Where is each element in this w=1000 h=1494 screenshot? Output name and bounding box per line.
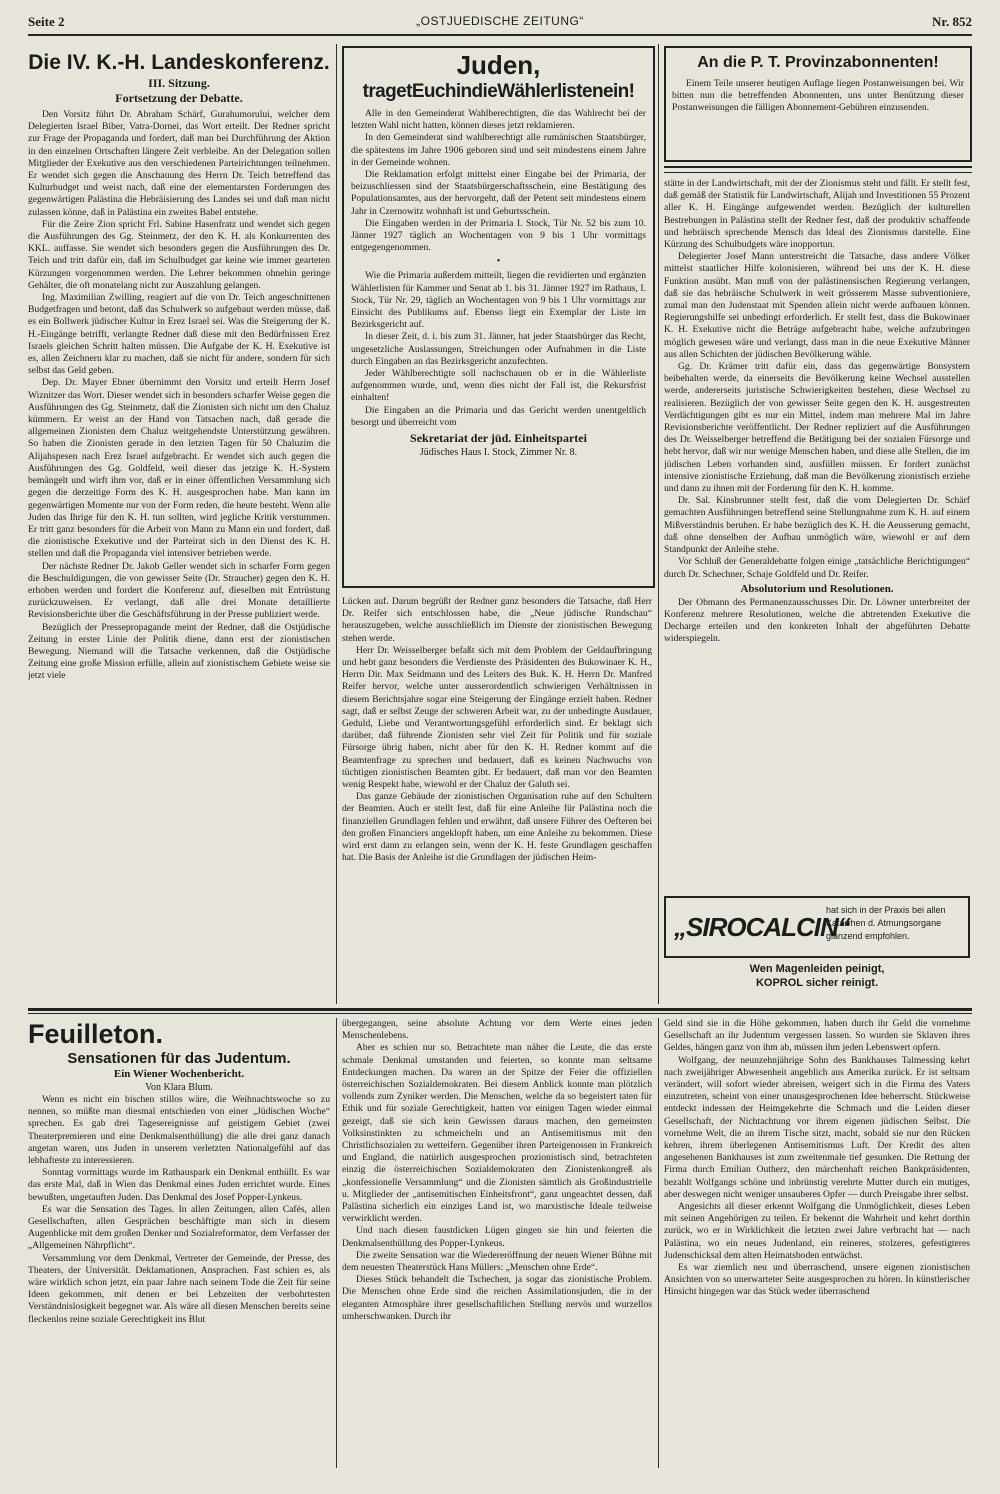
- paragraph: Herr Dr. Weisselberger befaßt sich mit dem Problem der Geldaufbringung und hebt ganz besonders die Verdienste des Präsidenten des Bukowinaer K. H., Herrn Dir. Max Seidmann und des Leiters des Buk. K. H. Herrn Dr. Manfred Reifer hervor, welche unter ausserordentlich schwierigen Verhältnissen in diesem Berichtsjahre sogar eine Steigerung der Eingänge erzielt haben. Redner sagt, daß er selbst Zeuge der schweren Arbeit war, zu der unbedingte Ausdauer, Geduld, Liebe und Verantwortungsgefühl erforderlich sind. Er beklagt sich darüber, daß führende Zionisten sehr viel Zeit für Politik und für soziale Fürsorge übrig haben, nicht aber für den K. H. Redner kommt auf die Beamtenfrage zu sprechen und bedauert, daß es keinen Nachwuchs von tüchtigen zionistischen Beamten gibt. Er bedauert, daß man vor den Beamten wenig Respekt habe, wiewohl er der Chaluz der Galuth sei.: [342, 644, 652, 791]
- ad-text: hat sich in der Praxis bei allen Katarrhen d. Atmungsorgane glänzend empfohlen.: [826, 905, 946, 941]
- paragraph: Die Reklamation erfolgt mittelst einer Eingabe bei der Primaria, der beizuschliessen sind der Staatsbürgerschaftsschein, eine Bestätigung des Populationsamtes, aus der hervorgeht, daß der Petent seit mindestens einem Jahr in Czernowitz wohnhaft ist und Geburtsschein.: [351, 169, 646, 217]
- paragraph: Delegierter Josef Mann unterstreicht die Tatsache, dass andere Völker mittelst staatlicher Hilfe kolonisieren, während bei uns der K. H. diese Funktion ausübt. Man muß von der palästinensischen Regierung verlangen, daß sie das hebräische Schulwerk in weit grösserem Masse subventioniere, zumal man den Judenstaat mit Spenden allein nicht werde aufbauen können. Regierungshilfe sei unbedingt erforderlich. Er stellt fest, dass die Bukowinaer K. H. Exekutive nicht die Beträge aufgebracht habe, welche aufzubringen möglich gewesen wäre und verlangt, dass man in die neue Exekutive Männer aus allen Schichten der jüdischen Bevölkerung wähle.: [664, 251, 970, 360]
- paragraph: Der nächste Redner Dr. Jakob Geller wendet sich in scharfer Form gegen die Beschuldigungen, die von gewisser Seite (Dr. Straucher) gegen den K. H. erhoben werden und fordert die Konferenz auf, dieselben mit Entrüstung zurückzuweisen. Er verlangt, daß alle drei Monate detaillierte Revisionsberichte über die Geschäftsführung in der Presse publiziert werde.: [28, 560, 330, 621]
- paragraph: Lücken auf. Darum begrüßt der Redner ganz besonders die Tatsache, daß Herr Dr. Reifer sich entschlossen habe, die „Neue jüdische Rundschau“ herauszugeben, welche ausschließlich im Dienste der zionistischen Bewegung stehen werde.: [342, 596, 652, 644]
- paragraph: Angesichts all dieser erkennt Wolfgang die Unmöglichkeit, dieses Leben mit seinen Angehörigen zu teilen. Er bekennt die Wahrheit und kehrt dorthin zurück, wo er in Wirklichkeit die letzten zwei Jahre verbracht hat — nach Palästina, wo ein neues Judenland, ein reineres, stolzeres, gefestigteres Judenschicksal dem alten Heimatsboden entwächst.: [664, 1201, 970, 1261]
- paragraph: Die Eingaben an die Primaria und das Gericht werden unentgeltlich besorgt und überreicht vom: [351, 404, 646, 428]
- paragraph: Geld sind sie in die Höhe gekommen, haben durch ihr Geld die vornehme Gesellschaft an ihr Judentum vergessen lassen. So wurden sie Sklaven ihres Geldes, hängen ganz von ihm ab, müssen ihm jeden Lebenswert opfern.: [664, 1018, 970, 1054]
- paragraph: Der Obmann des Permanenzausschusses Dir. Dr. Löwner unterbreitet der Konferenz mehrere Resolutionen, welche die abtretenden Exekutive die Decharge erteilen und den konkreten Inhalt der abgeführten Debatte widerspiegeln.: [664, 596, 970, 645]
- paragraph: Aber es schien nur so. Betrachtete man näher die Leute, die das erste schmale Denkmal umstanden und feierten, so konnte man seltsame Entdeckungen machen. Da waren an der Spitze der Feier die offiziellen österreichischen Sozialdemokraten. Bei diesem Anblick konnte man plötzlich vollends zum Zyniker werden. Die Menschen, welche da so begeistert taten für Ethik und für soziale Gerechtigkeit, hatten vor einigen Tagen wieder einmal gezeigt, daß sie sich kein Gewissen daraus machen, den gemeinsten Volksinstinkten zu schmeicheln und an Antisemitismus mit den Christlichsozialen zu wetteifern. Gegenüber ihren Parteigenossen in Frankreich und England, die natürlich ausgesprochen prozionistisch sind, betrachteten einzig die österreichischen Sozialdemokraten den Zionistenkongreß als „konfessionelle Versammlung“ und die Zionisten sämtlich als Großindustrielle u. Mitglieder der „antisemitischen Einheitsfront“, ganz ungeachtet dessen, daß Palästina sicherlich ein einziges Land ist, wo marxistische Ideale teilweise verwirklicht werden.: [342, 1042, 652, 1225]
- paragraph: Wenn es nicht ein bischen stillos wäre, die Weihnachtswoche so zu nennen, so müßte man diesmal entschieden von einer „Jüdischen Woche“ sprechen. Es gab drei Tagesereignisse auf geistigem Gebiet (zwei Theaterpremieren und eine Denkmalsenthüllung) die alle drei ganz danach angetan waren, uns Juden in unserem verletzten Nationalgefühl auf das lebhafteste zu interessieren.: [28, 1094, 330, 1167]
- paragraph: Für die Zeire Zion spricht Frl. Sabine Hasenfratz und wendet sich gegen die Ausführungen des Gg. Steinmetz, der den K. H. als Konkurrenten des KKL. auffasse. Sie wendet sich besonders gegen die Ausführungen des Dr. Teich und tritt dafür ein, daß im Schulbudget gar keine wie immer gearteten Kürzungen vorgenommen werden. Die Lehrer bekommen ohnehin geringe Gehälter, die oft monatelang nicht zur Auszahlung gelangen.: [28, 218, 330, 291]
- feuilleton-column-1: [28, 1018, 330, 1472]
- paragraph: Es war die Sensation des Tages. In allen Zeitungen, allen Cafés, allen Gesellschaften, allen Gesprächen beschäftigte man sich in diesem Augenblicke mit dem großen Denker und Sozialreformator, dem Verfasser der „Allgemeinen Nährpflicht“.: [28, 1203, 330, 1252]
- page-number: Seite 2: [28, 14, 65, 29]
- feuilleton-rule: [28, 1008, 972, 1011]
- paragraph: Die Eingaben werden in der Primaria I. Stock, Tür Nr. 52 bis zum 10. Jänner 1927 täglich an Wochentagen von 9 bis 1 Uhr vormittags entgegengenommen.: [351, 217, 646, 254]
- provinz-notice-box: [664, 46, 972, 162]
- feuilleton-title: Feuilleton.: [28, 1019, 163, 1049]
- ad-brand: „SIROCALCIN“: [674, 912, 850, 942]
- separator-dot: •: [496, 256, 501, 268]
- paragraph: Vor Schluß der Generaldebatte folgen einige „tatsächliche Berichtigungen“ durch Dr. Schechner, Schaje Goldfeld und Dr. Reifer.: [664, 556, 970, 580]
- column-divider: [658, 1018, 659, 1468]
- conference-continuation: [342, 596, 652, 1006]
- paragraph: Dr. Sal. Kinsbrunner stellt fest, daß die vom Delegierten Dr. Schärf gemachten Ausführungen betreffend seine Stellungnahme zum K. H. auf einem Mißverständnis beruhen. Er habe bezüglich des K. H. die Aeusserung gemacht, daß ohne denselben der Aufbau unmöglich wäre, wiewohl er auf dem Standpunkt der Anleihe stehe.: [664, 495, 970, 556]
- provinz-title: An die P. T. Provinzabonnenten!: [697, 54, 939, 71]
- paragraph: In den Gemeinderat sind wahlberechtigt alle rumänischen Staatsbürger, die spätestens im Jahre 1906 geboren sind und seit mindestens einem Jahre in der Gemeinde wohnen.: [351, 132, 646, 168]
- koprol-ad-line2: KOPROL sicher reinigt.: [755, 977, 879, 989]
- paragraph: Dep. Dr. Mayer Ebner übernimmt den Vorsitz und erteilt Herrn Josef Wiznitzer das Wort. Dieser wendet sich in besonders scharfer Weise gegen die Ausführungen des Gg. Steinmetz, daß die Zionisten sich nicht um den Chaluz kümmern. Er weist an der Hand von Tatsachen nach, daß gerade die allgemeinen Zionisten dem Chaluz weitgehendste Unterstützung gewähren. So haben die Zionisten gerade in den letzten Tagen für 50 Chaluzim die Alijahspesen nach Erez Israel aufgebracht. Er wendet sich auch gegen die Ausführungen des Gg. Goldfeld, weil dieser das jetzige K. H.-System bemängelt und wirft ihm vor, daß er in einer öffentlichen Versammlung sich gegen die derzeitige Form des K. H. ausgesprochen habe. Man kann im gegenwärtigen Momente nur von der Form reden, die heute besteht. Wenn alle Juden das Ihrige für den K. H. tun sollten, wird jegliche Kritik verstummen. Er tritt ganz besonders für die Arbeit von Mann zu Mann ein und fordert, daß die zionistische Exekutive und der Parteirat sich in den Dienst des K. H. stellen und daß die Propaganda viel intensiver betrieben werde.: [28, 377, 330, 560]
- feuilleton-column-2: [342, 1018, 652, 1472]
- sirocalcin-ad: [664, 896, 970, 958]
- conference-session: III. Sitzung.: [148, 76, 210, 90]
- conference-column-3: [664, 178, 970, 868]
- feuilleton-author: Von Klara Blum.: [145, 1082, 213, 1093]
- paragraph: Jeder Wählberechtigte soll nachschauen ob er in die Wählerliste aufgenommen wurde, und, wenn dies nicht der Fall ist, die Rekursfrist einhalten!: [351, 368, 646, 404]
- notice-title: Juden,: [456, 50, 541, 80]
- column-divider: [336, 1018, 337, 1468]
- paragraph: Die zweite Sensation war die Wiedereröffnung der neuen Wiener Bühne mit dem neuesten Theaterstück Hans Müllers: „Menschen ohne Erde“.: [342, 1249, 652, 1274]
- page-header: [28, 10, 972, 32]
- paragraph: Wolfgang, der neunzehnjährige Sohn des Bankhauses Talmessing kehrt nach zweijähriger Abwesenheit angeblich aus Amerika zurück. Er ist seltsam verändert, will sofort wieder abreisen, weigert sich in die Firma des Vaters einzutreten, scheint von einer unausgesprochenen Idee beherrscht. Stückweise entdeckt indessen der Heimgekehrte die Schmach und die Leiden dieser Gesellschaft, der Nichtachtung vor ihrem eigenen jüdischen Selbst. Die vornehme Welt, die an ihrem Tische sitzt, macht, sobald sie nur den Rücken kehren, ihrem überlegenen Antisemitismus Luft. Der Kredit des alten angesehenen Bankhauses ist zum zweitenmale tief gesunken. Die Rettung der Firma durch Emilian Outherz, den märchenhaft reichen Bankpräsidenten, bezahlt Wolfgangs schöne und inbrünstig verehrte Mutter durch ein mutiges, aber deswegen nicht weniger unsauberes Opfer — durch Preisgabe ihrer selbst.: [664, 1054, 970, 1200]
- paragraph: Es war ziemlich neu und überraschend, unsere eigenen zionistischen Ansichten von so unerwarteter Seite ausgesprochen zu hören. In künstlerischer Hinsicht hingegen war das Stück weder überraschend: [664, 1262, 970, 1298]
- paragraph: Und nach diesen faustdicken Lügen gingen sie hin und feierten die Denkmalsenthüllung des Popper-Lynkeus.: [342, 1225, 652, 1249]
- feuilleton-column-3: [664, 1018, 970, 1472]
- column-divider: [658, 44, 659, 1004]
- column-divider: [336, 44, 337, 1004]
- paragraph: Sonntag vormittags wurde im Rathauspark ein Denkmal enthüllt. Es war das erste Mal, daß in Wien das Denkmal eines Juden errichtet wurde. Eines bewußten, ungetauften Juden. Das Denkmal des Josef Popper-Lynkeus.: [28, 1167, 330, 1203]
- conference-title: Die IV. K.-H. Landeskonferenz.: [28, 51, 330, 74]
- feuilleton-headline: Sensationen für das Judentum.: [67, 1050, 291, 1067]
- newspaper-title: „OSTJUEDISCHE ZEITUNG“: [416, 14, 584, 28]
- issue-number: Nr. 852: [932, 14, 972, 29]
- notice-signature: Sekretariat der jüd. Einheitspartei: [410, 431, 587, 446]
- conference-article: [28, 44, 330, 1006]
- double-rule: [664, 166, 972, 173]
- paragraph: Bezüglich der Pressepropagande meint der Redner, daß die Ostjüdische Zeitung in erster Linie der Politik diene, dann erst der zionistischen Bewegung. Niemand will die Tatsache verkennen, daß die Ostjüdische Zeitung eine große Mission erfülle, allein auf zionistischem Gebiete weise sie jetzt viele: [28, 621, 330, 682]
- paragraph: Den Vorsitz führt Dr. Abraham Schärf, Gurahumorului, welcher dem Delegierten Israel Biber, Vatra-Dornei, das Wort erteilt. Der Redner spricht zur Frage der Propaganda und fordert, daß man bei Durchführung der Aktion in den einzelnen Ortschaften längere Zeit verbleibe. An der Delegation sollen Mitglieder der Exekutive aus den verschiedenen Parteirichtungen teilnehmen. Er wendet sich gegen die Anschauung des Herrn Dr. Teich betreffend das Kulturbudget und weist nach, daß eine der elementarsten Forderungen des gegenwärtigen Palästina die Hebräisierung des Landes sei und daß man nicht zulassen könne, daß in Palästina ein zweites Babel entstehe.: [28, 109, 330, 218]
- paragraph: Ing. Maximilian Zwilling, reagiert auf die von Dr. Teich angeschnittenen Budgetfragen und betont, daß das Schulwerk so aufgebaut werden müsse, daß es ein Bollwerk jüdischer Kultur in Erez Israel sei. Was die Steigerung der K. H.-Eingänge betrifft, verlangte Redner daß diese mit den Bedürfnissen Erez Israels gleichen Schritt halten müssen. Die Aufgabe der K. H. Exekutive ist es, allen Zeichnern klar zu machen, daß sie nicht für andere, sondern für sich selbst das Geld geben.: [28, 292, 330, 377]
- paragraph: übergegangen, seine absolute Achtung vor dem Werte eines jeden Menschenlebens.: [342, 1018, 652, 1042]
- koprol-ad-line1: Wen Magenleiden peinigt,: [749, 963, 885, 975]
- notice-subtitle: tragetEuchindieWählerlistenein!: [362, 81, 635, 102]
- paragraph: Einem Teile unserer heutigen Auflage liegen Postanweisungen bei. Wir bitten nun die betreffenden Abonnenten, uns unter Benützung dieser Postanweisungen die fälligen Abonnement-Gebühren einzusenden.: [672, 78, 964, 114]
- paragraph: Wie die Primaria außerdem mitteilt, liegen die revidierten und ergänzten Wählerlisten für Kammer und Senat ab 1. bis 31. Jänner 1927 im Rathaus, I. Stock, Tür Nr. 29, täglich an Wochentagen von 9 bis 1 Uhr vormittags zur Einsicht des Publikums auf. Ebenso liegt ein Exemplar der Liste im Bezirksgericht auf.: [351, 270, 646, 331]
- conference-subtitle: Fortsetzung der Debatte.: [115, 91, 243, 105]
- paragraph: stätte in der Landwirtschaft, mit der der Zionismus steht und fällt. Er stellt fest, daß gemäß der Statistik für Landwirtschaft, Alijah und Investitionen 55 Prozent aller K. H. Eingänge aufgewendet werden. Bezüglich der kulturellen Bestrebungen in Palästina stellt der Redner fest, daß der produktiv schaffende und hebräisch sprechende Mensch das Ideal des Zionismus darstelle. Eine Kürzung des Schulbudgets wäre inopportun.: [664, 178, 970, 251]
- paragraph: Dieses Stück behandelt die Tschechen, ja sogar das zionistische Problem. Die Menschen ohne Erde sind die reichen Assimilationsjuden, die in der eleganten Atmosphäre ihrer gesellschaftlichen Stellung nervös und wurzellos umherschwanken. Durch ihr: [342, 1274, 652, 1322]
- voter-notice-box: [342, 46, 655, 588]
- paragraph: Versammlung vor dem Denkmal, Vertreter der Gemeinde, der Presse, des Theaters, der Universität. Deklamationen, Ansprachen. Fast schien es, als wäre wirklich schon jetzt, ein paar Jahre nach seinem Tode die Zeit für seine Ideen gekommen, mit denen er bei Lebzeiten der verbohrtesten Verständnislosigkeit begegnet war. Als wäre all diesen Menschen bereits seine fleckenlos reine soziale Gerechtigkeit ins Blut: [28, 1252, 330, 1325]
- notice-address: Jüdisches Haus I. Stock, Zimmer Nr. 8.: [419, 447, 578, 459]
- absolutorium-heading: Absolutorium und Resolutionen.: [740, 582, 894, 595]
- feuilleton-rule-thin: [28, 1013, 972, 1014]
- paragraph: In dieser Zeit, d. i. bis zum 31. Jänner, hat jeder Staatsbürger das Recht, ungesetzliche Auslassungen, Streichungen oder Aufnahmen in die Liste durch Eingaben an das Bezirksgericht anzufechten.: [351, 331, 646, 367]
- header-rule: [28, 34, 972, 36]
- paragraph: Alle in den Gemeinderat Wahlberechtigten, die das Wahlrecht bei der letzten Wahl nicht hatten, können dieses jetzt reklamieren.: [351, 108, 646, 132]
- feuilleton-subheading: Ein Wiener Wochenbericht.: [113, 1068, 245, 1080]
- paragraph: Das ganze Gebäude der zionistischen Organisation ruhe auf den Schultern der Beamten. Auch er stellt fest, daß für eine Anleihe für Palästina noch die finanziellen Grundlagen fehlen und erwähnt, daß unsere Führer des Oefteren bei den großen Financiers angeklopft haben, um eine Anleihe zu bekommen. Diese wird erst dann zu erlangen sein, wenn der K. H. feste Grundlagen geschaffen hat. Die Basis der Anleihe ist die Grundlagen der jüdischen Heim-: [342, 791, 652, 864]
- paragraph: Gg. Dr. Krämer tritt dafür ein, dass das gegenwärtige Bonsystem beibehalten werde, da einerseits die Bevölkerung keine Wechsel ausstellen werde, andererseits juristische Schwierigkeiten bestehen, diese Wechsel zu realisieren. Bezüglich der von gewisser Seite gegen den K. H. ausgestreuten Verdächtigungen gibt es nur ein Mittel, indem man mehrere Mal im Jahre Revisionsberichte veröffentlicht. Der Redner repliziert auf die Ausführungen des Dr. Weisselberger betreffend die Betätigung bei der sozialen Fürsorge und hebt hervor, daß wir nur wenige Menschen haben, und diese alle Stellen, die im jüdischen Leben vorhanden sind, ausfüllen müssen. Er fordert zunächst intensive zionistische Erziehung, daß man die Bevölkerung zionistisch erziehe und dann zu ihnen mit der Forderung für den K. H. komme.: [664, 361, 970, 495]
